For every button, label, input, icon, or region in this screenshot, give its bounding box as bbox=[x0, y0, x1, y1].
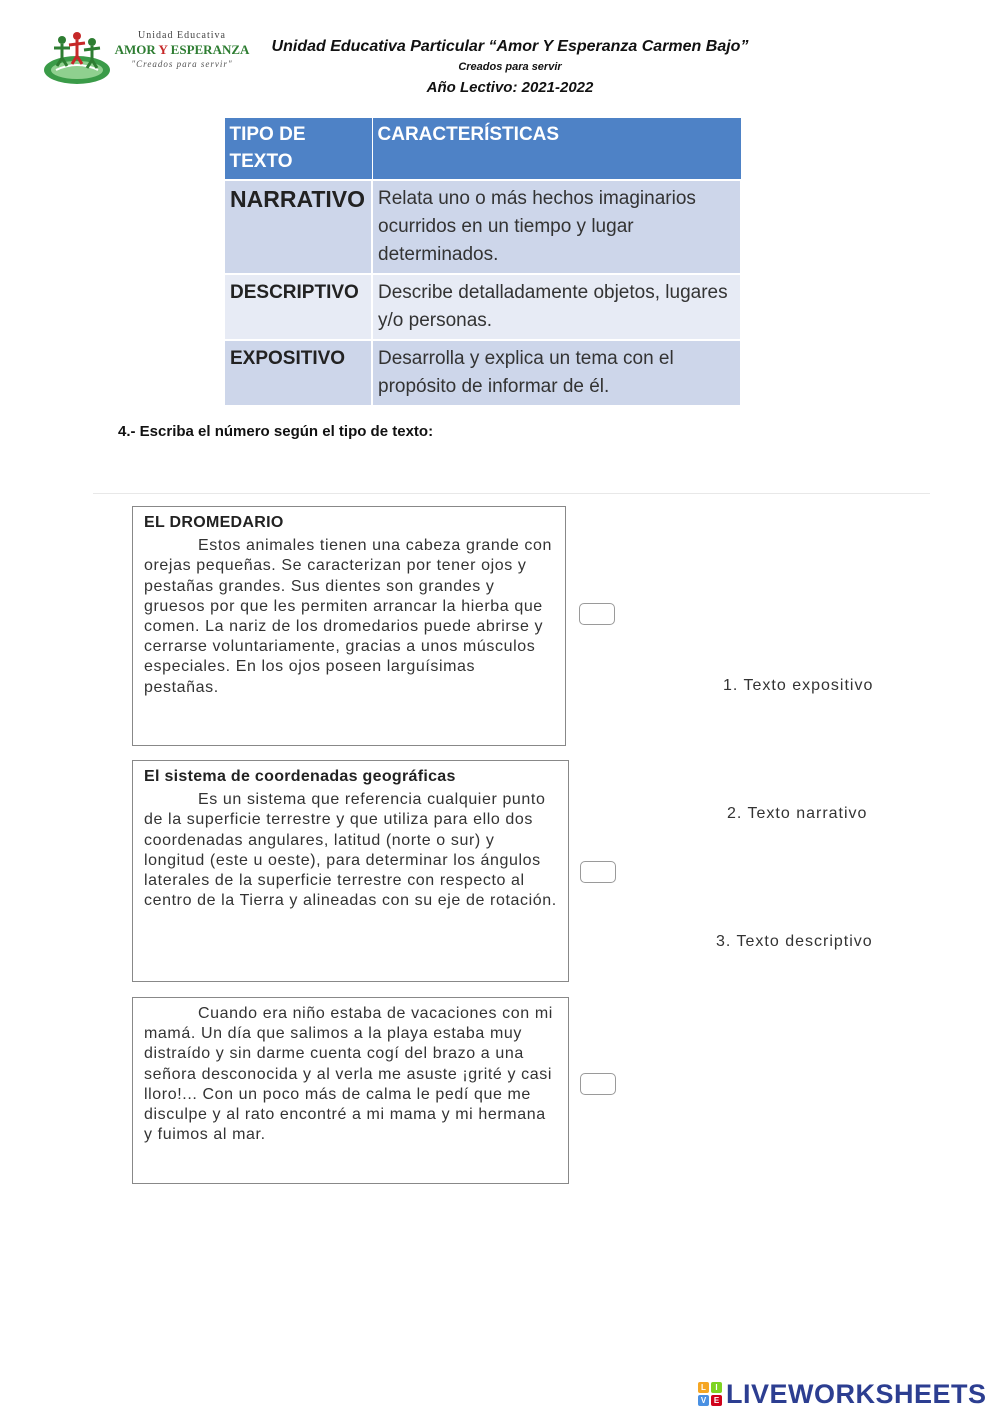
logo-line1: Unidad Educativa bbox=[138, 30, 226, 41]
passage-title: EL DROMEDARIO bbox=[144, 514, 284, 531]
brand-cube: I bbox=[711, 1382, 722, 1393]
school-year: Año Lectivo: 2021-2022 bbox=[426, 79, 594, 96]
passage-text: Estos animales tienen una cabeza grande con orejas pequeñas. Se caracterizan por tener ojos y pestañas grandes. Sus dientes son grandes y gruesos por que les permiten arrancar la hierba que comen. La nariz de los dromedarios puede abrirse y cerrarse voluntariamente, gracias a unos músculos especiales. En los ojos poseen larguísimas pestañas. bbox=[144, 537, 553, 696]
row-type-narrativo: NARRATIVO bbox=[224, 180, 372, 274]
school-subtitle: Creados para servir bbox=[458, 61, 562, 73]
answer-input-3[interactable] bbox=[580, 1073, 616, 1095]
header-characteristics: CARACTERÍSTICAS bbox=[372, 118, 741, 181]
row-type-descriptivo: DESCRIPTIVO bbox=[224, 274, 372, 340]
table-row bbox=[224, 340, 741, 406]
row-description: Describe detalladamente objetos, lugares y/o personas. bbox=[372, 274, 741, 340]
section-divider bbox=[93, 493, 930, 494]
row-description: Relata uno o más hechos imaginarios ocurridos en un tiempo y lugar determinados. bbox=[372, 180, 741, 274]
logo-text bbox=[112, 30, 252, 69]
option-narrativo: 2. Texto narrativo bbox=[727, 805, 868, 822]
option-expositivo: 1. Texto expositivo bbox=[723, 677, 874, 694]
brand-cube: E bbox=[711, 1395, 722, 1406]
passage-title: El sistema de coordenadas geográficas bbox=[144, 768, 456, 785]
school-emblem-icon bbox=[42, 30, 112, 86]
question-4: 4.- Escriba el número según el tipo de texto: bbox=[118, 423, 434, 440]
school-logo bbox=[40, 26, 250, 88]
row-type-expositivo: EXPOSITIVO bbox=[224, 340, 372, 406]
table-row bbox=[224, 180, 741, 274]
logo-motto: "Creados para servir" bbox=[131, 59, 233, 69]
passage-text: Cuando era niño estaba de vacaciones con mi mamá. Un día que salimos a la playa estaba muy distraído y sin darme cuenta cogí del brazo a una señora desconocida y al verla me asuste ¡grité y casi lloro!... Con un poco más de calma le pedí que me disculpe y al rato encontré a mi mama y mi hermana y fuimos al mar. bbox=[144, 1005, 553, 1144]
passage-dromedario bbox=[132, 506, 566, 746]
logo-y: Y bbox=[158, 42, 168, 57]
brand-cubes-icon bbox=[698, 1382, 722, 1406]
logo-amor: AMOR bbox=[114, 42, 159, 57]
header-text-type: TIPO DE TEXTO bbox=[224, 118, 372, 181]
text-types-table bbox=[223, 117, 742, 407]
passage-narrative bbox=[132, 997, 569, 1184]
row-description: Desarrolla y explica un tema con el propósito de informar de él. bbox=[372, 340, 741, 406]
table-row bbox=[224, 274, 741, 340]
passage-coordenadas bbox=[132, 760, 569, 982]
answer-input-1[interactable] bbox=[579, 603, 615, 625]
brand-cube: V bbox=[698, 1395, 709, 1406]
answer-input-2[interactable] bbox=[580, 861, 616, 883]
brand-cube: L bbox=[698, 1382, 709, 1393]
brand-text: LIVEWORKSHEETS bbox=[726, 1378, 987, 1409]
school-title: Unidad Educativa Particular “Amor Y Esperanza Carmen Bajo” bbox=[271, 38, 749, 55]
option-descriptivo: 3. Texto descriptivo bbox=[716, 933, 873, 950]
logo-line2 bbox=[112, 42, 252, 58]
liveworksheets-brand bbox=[698, 1378, 987, 1410]
logo-esperanza: ESPERANZA bbox=[167, 42, 250, 57]
table-header-row bbox=[224, 118, 741, 181]
passage-text: Es un sistema que referencia cualquier punto de la superficie terrestre y que utiliza para ello dos coordenadas angulares, latitud (norte o sur) y longitud (este u oeste), para determinar los ángulos laterales de la superficie terrestre con respecto al centro de la Tierra y alineadas con su eje de rotación. bbox=[144, 791, 557, 910]
